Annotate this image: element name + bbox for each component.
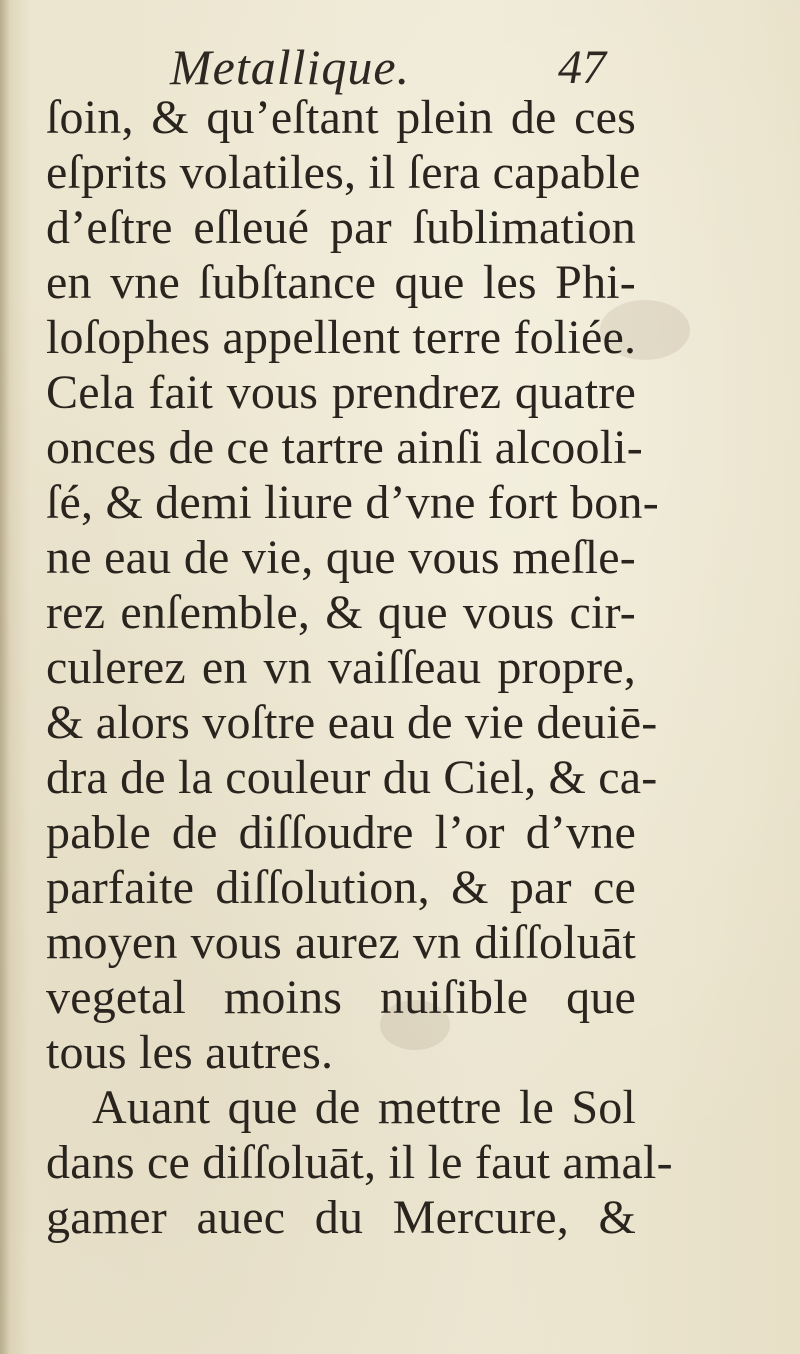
- text-line: moyen vous aurez vn diſſoluāt: [46, 916, 636, 969]
- text-line: en vne ſubſtance que les Phi-: [46, 256, 636, 309]
- text-line: Cela fait vous prendrez quatre: [46, 366, 636, 419]
- text-line: d’eſtre eſleué par ſublimation: [46, 201, 636, 254]
- text-line: & alors voſtre eau de vie deuiē-: [46, 696, 658, 749]
- text-line: dans ce diſſoluāt, il le faut amal-: [46, 1136, 673, 1189]
- text-line: parfaite diſſolution, & par ce: [46, 861, 636, 914]
- text-line: ſé, & demi liure d’vne fort bon-: [46, 476, 659, 529]
- running-head: Metallique.: [170, 39, 411, 95]
- text-line: vegetal moins nuiſible que: [46, 971, 636, 1024]
- page-number: 47: [558, 41, 606, 94]
- text-line: ne eau de vie, que vous meſle-: [46, 531, 636, 584]
- body-text: [46, 90, 673, 1245]
- text-line: culerez en vn vaiſſeau propre,: [46, 641, 636, 694]
- text-line: onces de ce tartre ainſi alcooli-: [46, 421, 643, 474]
- text-line: gamer auec du Mercure, &: [46, 1191, 636, 1244]
- page-header: [0, 28, 800, 95]
- text-line: dra de la couleur du Ciel, & ca-: [46, 751, 658, 804]
- page-gutter: [0, 0, 10, 1354]
- text-line: Auant que de mettre le Sol: [92, 1081, 636, 1134]
- text-line: rez enſemble, & que vous cir-: [46, 586, 636, 639]
- text-line: pable de diſſoudre l’or d’vne: [46, 806, 636, 859]
- text-line: ſoin, & qu’eſtant plein de ces: [46, 91, 636, 144]
- text-line: tous les autres.: [46, 1026, 334, 1079]
- text-line: loſophes appellent terre foliée.: [46, 311, 637, 364]
- text-line: eſprits volatiles, il ſera capable: [46, 146, 641, 199]
